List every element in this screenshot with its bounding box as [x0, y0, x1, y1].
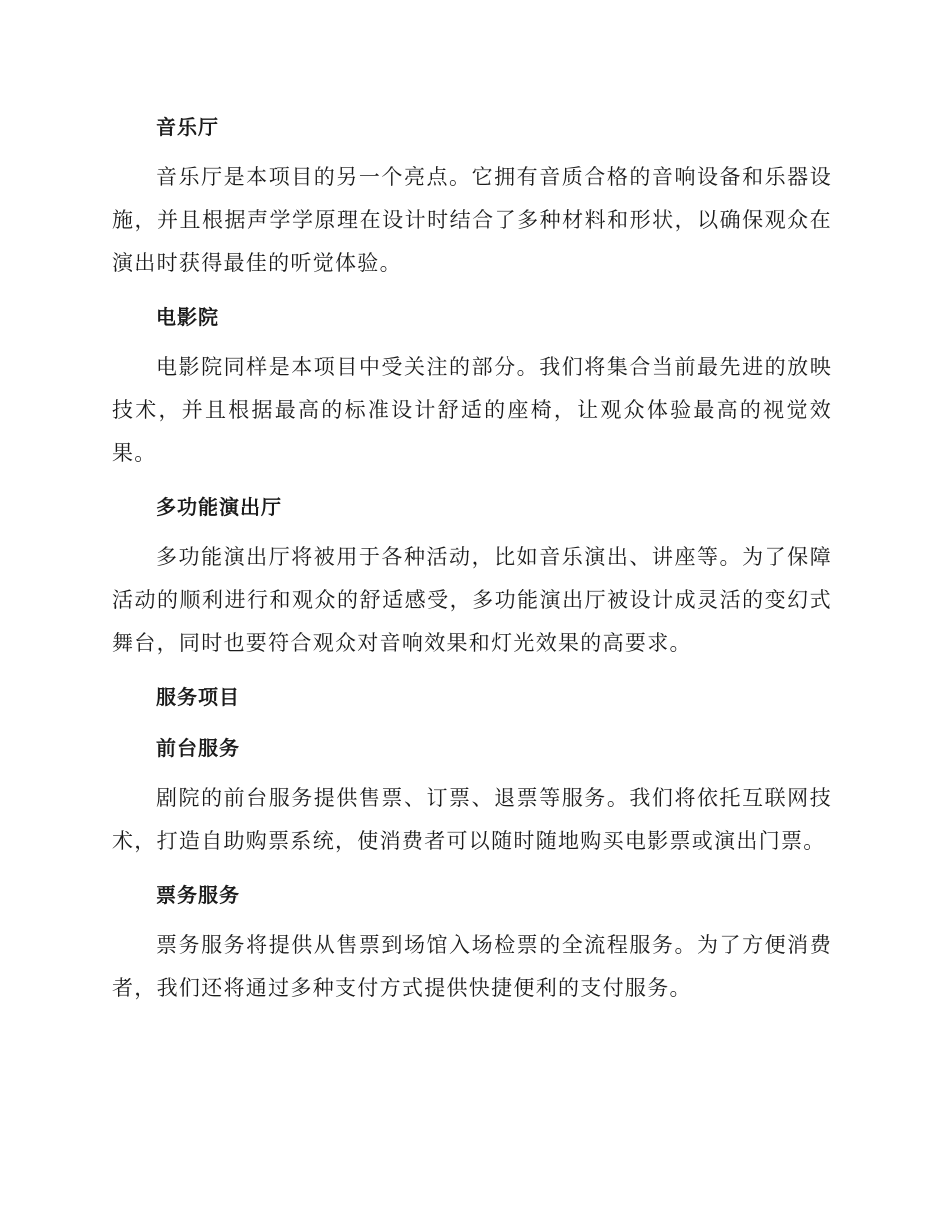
section-heading-multi-function-hall: 多功能演出厅: [156, 495, 282, 519]
section-heading-cinema: 电影院: [156, 305, 219, 329]
section-paragraph-concert-hall: 音乐厅是本项目的另一个亮点。它拥有音质合格的音响设备和乐器设施，并且根据声学学原理在设计时结合了多种材料和形状，以确保观众在演出时获得最佳的听觉体验。: [112, 165, 832, 275]
section-paragraph-front-desk: 剧院的前台服务提供售票、订票、退票等服务。我们将依托互联网技术，打造自助购票系统，使消费者可以随时随地购买电影票或演出门票。: [112, 786, 832, 853]
section-paragraph-ticketing: 票务服务将提供从售票到场馆入场检票的全流程服务。为了方便消费者，我们还将通过多种支付方式提供快捷便利的支付服务。: [112, 933, 832, 1000]
section-heading-services: 服务项目: [156, 685, 240, 709]
section-heading-concert-hall: 音乐厅: [156, 115, 219, 139]
document-page: [112, 108, 832, 1010]
section-paragraph-multi-function-hall: 多功能演出厅将被用于各种活动，比如音乐演出、讲座等。为了保障活动的顺利进行和观众的舒适感受，多功能演出厅被设计成灵活的变幻式舞台，同时也要符合观众对音响效果和灯光效果的高要求。: [112, 545, 832, 655]
section-heading-front-desk: 前台服务: [156, 736, 240, 760]
section-heading-ticketing: 票务服务: [156, 883, 240, 907]
section-paragraph-cinema: 电影院同样是本项目中受关注的部分。我们将集合当前最先进的放映技术，并且根据最高的标准设计舒适的座椅，让观众体验最高的视觉效果。: [112, 355, 832, 465]
